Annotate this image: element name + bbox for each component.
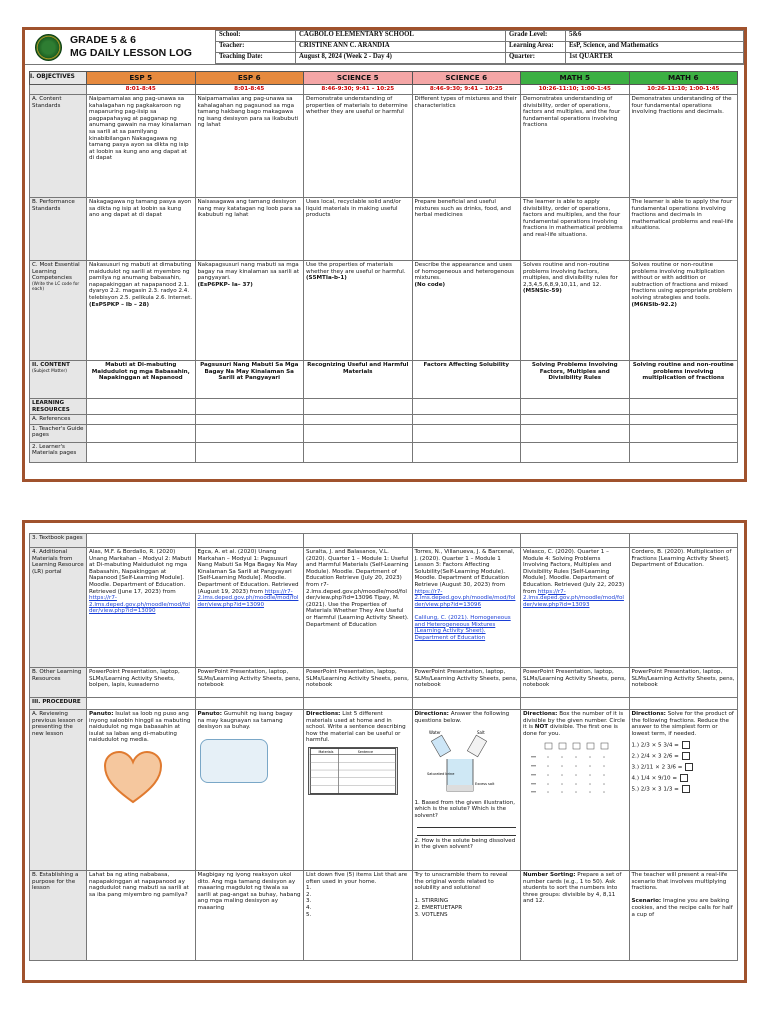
subject-math6: MATH 6 xyxy=(629,72,738,85)
school-branding xyxy=(25,30,215,64)
subject-science6: SCIENCE 6 xyxy=(412,72,521,85)
drawing-box xyxy=(200,739,268,783)
question-1: 1. Based from the given illustration, which is the solute? Which is the solvent? xyxy=(414,799,516,819)
quarter-value: 1st QUARTER xyxy=(566,53,744,64)
lesson-table-1 xyxy=(29,71,738,463)
content-standard-cell: Naipamamalas ang pag-unawa sa kahalagahan ng pagsunod sa mga tamang hakbang bago makagawa ng isang desisyon para sa ikabubuti ng lahat xyxy=(195,95,304,198)
establishing-cell: Number Sorting: Prepare a set of number cards (e.g., 1 to 50). Ask students to sort the numbers into three groups: divisible by 4, 8,11 and 12. xyxy=(521,871,630,961)
grade-label: Grade Level: xyxy=(506,31,566,42)
fraction-item: 1.) 2/3 × 5 3/4 = xyxy=(632,741,736,752)
establishing-cell: Lahat ba ng ating nababasa, napapakinggan at napapanood ay nagdudulot nang mabuti sa sarili at sa iba pang miyembro ng pamilya? xyxy=(87,871,196,961)
performance-standard-cell: Prepare beneficial and useful mixtures such as drinks, food, and herbal medicines xyxy=(412,198,521,261)
content-cell: Recognizing Useful and Harmful Materials xyxy=(304,361,413,399)
answer-box[interactable] xyxy=(680,774,688,782)
time-slot: 10:26-11:10; 1:00-1:45 xyxy=(629,85,738,95)
lesson-table-2 xyxy=(29,533,738,961)
establishing-label: B. Establishing a purpose for the lesson xyxy=(30,871,87,961)
content-standard-cell: Naipamamalas ang pag-unawa sa kahalagahan ng pagkakaroon ng mapanuring pag-iisip sa pagpapahayag at pagganap ng anumang gawain na may kinalaman sa sarili at sa pamilyang kinabibilangan Nakagagawa ng tamang pasya ayon sa dikta ng isip at loobin sa kung ano ang dapat at di dapat xyxy=(87,95,196,198)
date-value: August 8, 2024 (Week 2 - Day 4) xyxy=(296,53,506,64)
reviewing-cell-esp5: Panuto: Isulat sa loob ng puso ang inyong saloobin hinggil sa mabuting naidudulot ng mga babasahin at isulat sa labas ang di-mabuting naidudulot ng media. xyxy=(87,710,196,871)
subject-math5: MATH 5 xyxy=(521,72,630,85)
performance-standard-cell: The learner is able to apply the four fundamental operations involving fractions and decimals in mathematical problems and real-life situations. xyxy=(629,198,738,261)
performance-standard-cell: Naisasagawa ang tamang desisyon nang may katatagan ng loob para sa ikabubuti ng lahat xyxy=(195,198,304,261)
lr-portal-link[interactable]: https://r7-2.lms.deped.gov.ph/moodle/mod/folder/view.php?id=13090 xyxy=(89,595,190,615)
fraction-item: 3.) 2/11 × 2 3/6 = xyxy=(632,763,736,774)
performance-standard-cell: Uses local, recyclable solid and/or liquid materials in making useful products xyxy=(304,198,413,261)
content-cell: Solving Problems Involving Factors, Multiples and Divisibility Rules xyxy=(521,361,630,399)
svg-text:Excess salt: Excess salt xyxy=(474,782,494,787)
answer-box[interactable] xyxy=(682,752,690,760)
sentence-header: Sentence xyxy=(357,749,374,754)
svg-text:Water: Water xyxy=(428,730,441,736)
competencies-note: (Write the LC code for each) xyxy=(32,281,80,292)
content-cell: Factors Affecting Solubility xyxy=(412,361,521,399)
competency-cell: Solves routine and non-routine problems involving factors, multiples, and divisibility rules for 2,3,4,5,6,8,9,10,11, and 12. (M5NSIc-59) xyxy=(521,261,630,361)
area-value: EsP, Science, and Mathematics xyxy=(566,42,744,53)
las-link[interactable]: Calilung, C. (2021). Homogeneous and Heterogeneous Mixtures (Learning Activity Sheet). Department of Education xyxy=(414,614,511,641)
content-cell: Pagsusuri Nang Mabuti Sa Mga Bagay Na May Kinalaman Sa Sarili at Pangyayari xyxy=(195,361,304,399)
content-standards-label: A. Content Standards xyxy=(30,95,87,198)
answer-line[interactable] xyxy=(417,822,517,828)
competency-cell: Nakasusuri ng mabuti at dimabuting maidudulot ng sarili at myembro ng pamilya ng anumang babasahin, napapakinggan at napapanood 2.1. dyaryo 2.2. magasin 2.3. radyo 2.4. telebisyon 2.5. pelikula 2.6. Internet. (EsP5PKP – Ib – 28) xyxy=(87,261,196,361)
content-standard-cell: Different types of mixtures and their characteristics xyxy=(412,95,521,198)
answer-box[interactable] xyxy=(685,763,693,771)
content-standard-cell: Demonstrates understanding of the four fundamental operations involving fractions and decimals. xyxy=(629,95,738,198)
materials-table-image xyxy=(308,747,398,795)
fraction-item: 5.) 2/3 × 3 1/3 = xyxy=(632,785,736,796)
establishing-cell: List down five (5) items List that are often used in your home. 1. 2. 3. 4. 5. xyxy=(304,871,413,961)
subject-esp5: ESP 5 xyxy=(87,72,196,85)
competency-cell: Use the properties of materials whether they are useful or harmful. (S5MTIa-b-1) xyxy=(304,261,413,361)
answer-box[interactable] xyxy=(682,741,690,749)
references-label: A. References xyxy=(30,415,87,425)
procedure-label: III. PROCEDURE xyxy=(30,698,87,710)
time-slot: 8:01-8:45 xyxy=(195,85,304,95)
other-resources-label: B. Other Learning Resources xyxy=(30,668,87,698)
date-label: Teaching Date: xyxy=(216,53,296,64)
reviewing-cell-science5: Directions: List 5 different materials used at home and in school. Write a sentence describing how the material can be useful or harmful. Materials Sentence xyxy=(304,710,413,871)
content-cell: Mabuti at Di-mabuting Maidudulot ng mga Babasahin, Napakinggan at Napanood xyxy=(87,361,196,399)
lr-portal-link[interactable]: https://r7-2.lms.deped.gov.ph/moodle/mod/folder/view.php?id=13093 xyxy=(523,588,624,608)
time-slot: 8:46-9:30; 9:41 – 10:25 xyxy=(304,85,413,95)
lesson-log-page-2 xyxy=(22,520,747,983)
textbook-label: 3. Textbook pages xyxy=(30,534,87,548)
divisibility-grid-image xyxy=(525,741,615,795)
fraction-item: 4.) 1/4 × 9/10 = xyxy=(632,774,736,785)
grade-value: 5&6 xyxy=(566,31,744,42)
performance-standards-label: B. Performance Standards xyxy=(30,198,87,261)
header-meta-table xyxy=(215,30,744,64)
fraction-exercises xyxy=(632,741,736,796)
competencies-label: C. Most Essential Learning Competencies (Write the LC code for each) xyxy=(30,261,87,361)
reviewing-cell-math6: Directions: Solve for the product of the following fractions. Reduce the answer to the simplest form or lowest term, if needed. 1.) 2/3 × 5 3/4 = 2.) 2/4 × 3 2/6 = 3.) 2/11 × 2 3/6 = 4.) 1/4 × 9/10 = 5.) 2/3 × 3 1/3 = xyxy=(629,710,738,871)
additional-materials-cell: Velasco, C. (2020). Quarter 1 – Module 4: Solving Problems Involving Factors, Multiples and Divisibility Rules [Self-Learning Module]. Moodle. Department of Education. Retrieved (July 22, 2023) from https://r7-2.lms.deped.gov.ph/moodle/mod/folder/view.php?id=13093 xyxy=(521,548,630,668)
header xyxy=(25,30,744,65)
materials-header: Materials xyxy=(318,749,334,754)
teacher-label: Teacher: xyxy=(216,42,296,53)
content-cell: Solving routine and non-routine problems involving multiplication of fractions xyxy=(629,361,738,399)
document-title: GRADE 5 & 6 MG DAILY LESSON LOG xyxy=(70,34,192,59)
other-resources-cell: PowerPoint Presentation, laptop, SLMs/Learning Activity Sheets, pens, notebook xyxy=(412,668,521,698)
content-standard-cell: Demonstrate understanding of properties of materials to determine whether they are useful or harmful xyxy=(304,95,413,198)
content-standard-cell: Demonstrates understanding of divisibility, order of operations, factors and multiples, and the four fundamental operations involving fractions xyxy=(521,95,630,198)
lr-portal-link[interactable]: https://r7-2.lms.deped.gov.ph/moodle/mod/folder/view.php?id=13096 xyxy=(414,588,516,608)
deped-seal-icon xyxy=(35,34,62,61)
competency-cell: Describe the appearance and uses of homogeneous and heterogenous mixtures. (No code) xyxy=(412,261,521,361)
subject-science5: SCIENCE 5 xyxy=(304,72,413,85)
answer-box[interactable] xyxy=(682,785,690,793)
content-label: II. CONTENT (Subject Matter) xyxy=(30,361,87,399)
competency-cell: Nakapagsusuri nang mabuti sa mga bagay na may kinalaman sa sarili at pangyayari. (EsP6PKP- Ia– 37) xyxy=(195,261,304,361)
heart-icon xyxy=(103,750,163,804)
learners-materials-label: 2. Learner's Materials pages xyxy=(30,442,87,462)
objectives-label: I. OBJECTIVES xyxy=(30,72,87,85)
teacher-value: CRISTINE ANN C. ARANDIA xyxy=(296,42,506,53)
competency-cell: Solves routine or non-routine problems involving multiplication without or with addition or subtraction of fractions and mixed fractions using appropriate problem solving strategies and tools. (M6NSIb-92.2) xyxy=(629,261,738,361)
question-2: 2. How is the solute being dissolved in the given solvent? xyxy=(414,837,516,851)
area-label: Learning Area: xyxy=(506,42,566,53)
time-slot: 8:46-9:30; 9:41 – 10:25 xyxy=(412,85,521,95)
time-slot: 8:01-8:45 xyxy=(87,85,196,95)
other-resources-cell: PowerPoint Presentation, laptop, SLMs/Learning Activity Sheets, pens, notebook xyxy=(304,668,413,698)
school-label: School: xyxy=(216,31,296,42)
additional-materials-cell: Cordero, B. (2020). Multiplication of Fractions [Learning Activity Sheet]. Department of Education. xyxy=(629,548,738,668)
subject-esp6: ESP 6 xyxy=(195,72,304,85)
learning-resources-label: LEARNING RESOURCES xyxy=(30,399,87,415)
additional-materials-cell: Torres, N., Villanueva, J. & Barcenal, J. (2020). Quarter 1 – Module 1 Lesson 3: Factors Affecting Solubility(Self-Learning Module). Moodle. Department of Education Retrieve (August 30, 2023) from https://r7-2.lms.deped.gov.ph/moodle/mod/folder/view.php?id=13096 Calilung, C. (2021). Homogeneous and Heterogeneous Mixtures (Learning Activity Sheet). Department of Education xyxy=(412,548,521,668)
lr-portal-link[interactable]: https://r7-2.lms.deped.gov.ph/moodle/mod/folder/view.php?id=13090 xyxy=(197,588,299,608)
reviewing-cell-science6: Directions: Answer the following questions below. Water Salt Saturated brine Excess salt 1. Based from the given illustration, which is the solute? Which is the solvent? 2. How is the solute being dissolved in the given solvent? xyxy=(412,710,521,871)
establishing-cell: Magbigay ng iyong reaksyon ukol dito. Ang mga tamang desisyon ay maaaring magdulot ng tiwala sa sarili at pag-angat sa buhay, habang ang mga maling desisyon ay maaaring xyxy=(195,871,304,961)
time-slot: 10:26-11:10; 1:00-1:45 xyxy=(521,85,630,95)
other-resources-cell: PowerPoint Presentation, laptop, SLMs/Learning Activity Sheets, bolpen, lapis, kuwaderno xyxy=(87,668,196,698)
performance-standard-cell: Nakagagawa ng tamang pasya ayon sa dikta ng isip at loobin sa kung ano ang dapat at di dapat xyxy=(87,198,196,261)
lesson-log-page-1 xyxy=(22,27,747,482)
svg-text:Saturated brine: Saturated brine xyxy=(426,772,454,777)
fraction-item: 2.) 2/4 × 3 2/6 = xyxy=(632,752,736,763)
establishing-cell: The teacher will present a real-life scenario that involves multiplying fractions. Scenario: Imagine you are baking cookies, and the recipe calls for half a cup of xyxy=(629,871,738,961)
quarter-label: Quarter: xyxy=(506,53,566,64)
establishing-cell: Try to unscramble them to reveal the original words related to solubility and solutions! 1. STIRRING 2. EMERTUETAPR 3. VOTLENS xyxy=(412,871,521,961)
school-value: CAGBOLO ELEMENTARY SCHOOL xyxy=(296,31,506,42)
performance-standard-cell: The learner is able to apply divisibility, order of operations, factors and multiples, and the four fundamental operations involving fractions in mathematical problems and real-life situations. xyxy=(521,198,630,261)
answer-line[interactable] xyxy=(417,830,517,836)
teachers-guide-label: 1. Teacher's Guide pages xyxy=(30,424,87,442)
reviewing-cell-math5: Directions: Box the number of it is divisible by the given number. Circle it is NOT divisible. The first one is done for you. xyxy=(521,710,630,871)
solubility-illustration xyxy=(425,727,495,797)
reviewing-label: A. Reviewing previous lesson or presenting the new lesson xyxy=(30,710,87,871)
other-resources-cell: PowerPoint Presentation, laptop, SLMs/Learning Activity Sheets, pens, notebook xyxy=(521,668,630,698)
additional-materials-cell: Alas, M.F. & Bordallo, R. (2020) Unang Markahan – Modyul 2: Mabuti at Di-mabuting Maidudulot ng mga Babasahin, Napakinggan at Napanood [Self-Learning Module]. Moodle. Department of Education. Retrieved (June 17, 2023) from https://r7-2.lms.deped.gov.ph/moodle/mod/folder/view.php?id=13090 xyxy=(87,548,196,668)
reviewing-cell-esp6: Panuto: Gumuhit ng isang bagay na may kaugnayan sa tamang desisyon sa buhay. xyxy=(195,710,304,871)
additional-materials-label: 4. Additional Materials from Learning Resource (LR) portal xyxy=(30,548,87,668)
additional-materials-cell: Suralta, J. and Balasanos, V.L. (2020). Quarter 1 – Module 1: Useful and Harmful Materials (Self-Learning Module). Moodle. Department of Education Retrieve (July 20, 2023) from r7-2.lms.deped.gov.ph/moodle/mod/folder/view.php?id=13096 Tipay, M. (2021). Use the Properties of Materials Whether They Are Useful or Harmful (Learning Activity Sheet). Department of Education xyxy=(304,548,413,668)
other-resources-cell: PowerPoint Presentation, laptop, SLMs/Learning Activity Sheets, pens, notebook xyxy=(195,668,304,698)
additional-materials-cell: Egca, A. et al. (2020) Unang Markahan – Modyul 1: Pagsusuri Nang Mabuti Sa Mga Bagay Na May Kinalaman Sa Sarili at Pangyayari [Self-Learning Module]. Moodle. Department of Education. Retrieved (August 19, 2023) from https://r7-2.lms.deped.gov.ph/moodle/mod/folder/view.php?id=13090 xyxy=(195,548,304,668)
other-resources-cell: PowerPoint Presentation, laptop, SLMs/Learning Activity Sheets, pens, notebook xyxy=(629,668,738,698)
svg-text:Salt: Salt xyxy=(476,730,485,736)
